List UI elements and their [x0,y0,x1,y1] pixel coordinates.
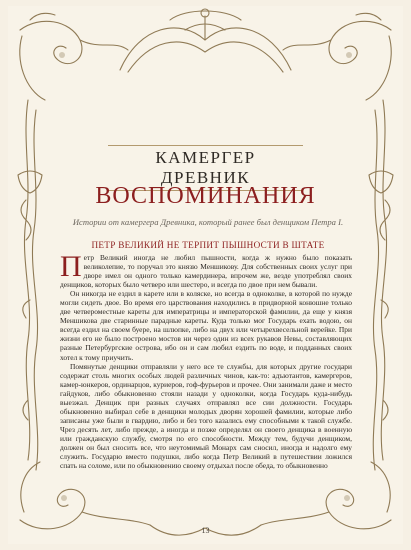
page-heading: ВОСПОМИНАНИЯ [95,183,316,209]
paragraph-3: Помянутые денщики отправляли у него все те службы, для которых другие государи содержат столь многих особых людей различных чинов, как-то: адъютантов, камергеров, камер-юнкеров, ординарцов, куриеров, гоф-фурьеров и прочее. Они занимали даже и место гайдуков, либо обыкновенно стояли назади у одноколки, когда Государь куда-нибудь выезжал. Денщик при разных случаях отправлял все сии должности. Государь обыкновенно выбирал себе в денщики молодых дворян хорошей фамилии, которые либо записаны уже были в гвардию, либо и без того казались ему способными к такой службе. Чрез десять лет, либо прежде, а иногда и позже определял он своего денщика в военную или гражданскую службу, смотря по его способности. Между тем, будучи денщиком, должен он был сносить все, что неутомимый Монарх сам сносил, иногда и надолго ему служить. Государю вместо подушки, либо когда Петр Великий в путешествии ложился спать на соломе, или по обыкновению своему отдыхал после обеда, то обыкновенно [60,361,352,471]
chapter-title-text: КАМЕРГЕР ДРЕВНИК [155,148,256,187]
section-heading: ПЕТР ВЕЛИКИЙ НЕ ТЕРПИТ ПЫШНОСТИ В ШТАТЕ [91,240,325,250]
paragraph-1 [60,250,352,290]
paragraph-1-text: етр Великий иногда не любил пышности, когда ж нужно было показать великолепие, то поручал это князю Меншикову. Для собственных своих услуг при дворе имел он одного только камердинера, впрочем же, везде употреблял своих денщиков, которых было четверо или шестеро, и всегда по двое при нем бывали. [60,253,352,290]
page-number: 13 [201,526,210,535]
body-text [60,250,352,471]
drop-cap: П [60,250,82,283]
paragraph-2: Он никогда не ездил в карете или в коляске, но всегда в одноколке, в которой по нужде могли сидеть двое. Во время его царствования находились в придворной конюшне только две четвероместные кареты для императрицы и императорской фамилии, да еще у князя Меншикова две старинные парадные кареты. Куда только мог Государь ехать водою, он всегда ездил на своем буере, на шлюпке, либо на двух или четырехвесельной верейке. При жизни его не было построено мостов ни через один из всех рукавов Невы, составляющих разные Петербургские острова, ибо он и сам любил ездить по воде, и подданных своих хотел к тому приучить. [60,289,352,362]
title-rule-top [108,145,303,146]
page-subtitle: Истории от камергера Древника, который ранее был денщиком Петра I. [72,217,344,227]
